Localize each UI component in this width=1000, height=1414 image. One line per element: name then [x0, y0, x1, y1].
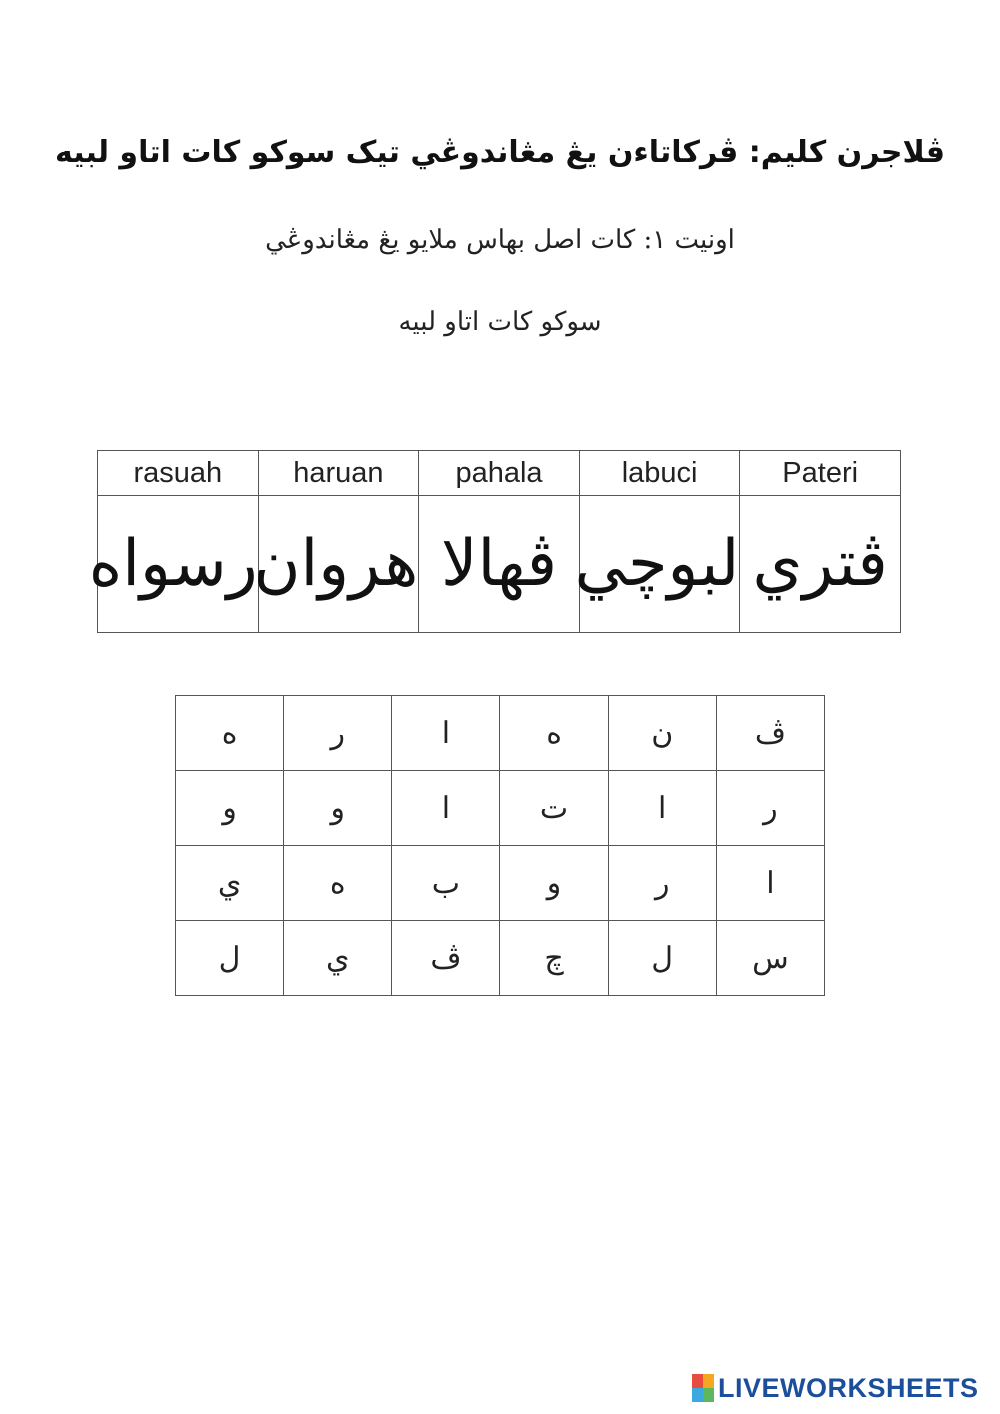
letter-cell[interactable]: ي	[284, 921, 392, 996]
latin-word: haruan	[258, 451, 419, 496]
letter-cell[interactable]: ه	[284, 846, 392, 921]
latin-word: pahala	[419, 451, 580, 496]
liveworksheets-brand: LIVEWORKSHEETS	[718, 1372, 979, 1403]
letter-grid-row	[176, 921, 825, 996]
letter-cell[interactable]: و	[284, 771, 392, 846]
page-title: ڤلاجرن كليم: ڤركاتاءن يڠ مڠاندوڠي تيک سوكو كات اتاو لبيه	[55, 135, 945, 170]
unit-subtitle: اونيت ١: كات اصل بهاس ملايو يڠ مڠاندوڠي	[265, 225, 735, 255]
unit-subtitle-continued: سوكو كات اتاو لبيه	[398, 307, 602, 337]
letter-cell[interactable]: ن	[608, 696, 716, 771]
letter-cell[interactable]: ر	[608, 846, 716, 921]
letter-cell[interactable]: و	[500, 846, 608, 921]
word-table	[88, 450, 901, 633]
letter-cell[interactable]: ه	[500, 696, 608, 771]
letter-cell[interactable]: ت	[500, 771, 608, 846]
jawi-word: هروان	[258, 496, 419, 633]
jawi-word-row	[98, 496, 901, 633]
letter-cell[interactable]: ا	[392, 771, 500, 846]
letter-cell[interactable]: ي	[176, 846, 284, 921]
letter-cell[interactable]: ر	[284, 696, 392, 771]
jawi-word: ڤهالا	[419, 496, 580, 633]
letter-grid-row	[176, 846, 825, 921]
letter-cell[interactable]: و	[176, 771, 284, 846]
letter-grid-row	[176, 696, 825, 771]
latin-word: Pateri	[740, 451, 901, 496]
liveworksheets-logo-icon	[692, 1374, 714, 1402]
letter-cell[interactable]: ا	[392, 696, 500, 771]
letter-cell[interactable]: ل	[176, 921, 284, 996]
letter-cell[interactable]: ا	[716, 846, 824, 921]
letter-cell[interactable]: چ	[500, 921, 608, 996]
latin-word-row	[98, 451, 901, 496]
letter-grid-row	[176, 771, 825, 846]
letter-cell[interactable]: ڤ	[392, 921, 500, 996]
letter-cell[interactable]: ڤ	[716, 696, 824, 771]
letter-cell[interactable]: ر	[716, 771, 824, 846]
latin-word: labuci	[579, 451, 740, 496]
liveworksheets-footer	[692, 1370, 979, 1406]
latin-word: rasuah	[98, 451, 259, 496]
letter-cell[interactable]: س	[716, 921, 824, 996]
letter-cell[interactable]: ه	[176, 696, 284, 771]
letter-cell[interactable]: ل	[608, 921, 716, 996]
jawi-word: لبوچي	[579, 496, 740, 633]
jawi-word: ڤتري	[740, 496, 901, 633]
letter-cell[interactable]: ا	[608, 771, 716, 846]
letter-cell[interactable]: ب	[392, 846, 500, 921]
jawi-word: رسواه	[98, 496, 259, 633]
letter-grid	[175, 695, 825, 996]
